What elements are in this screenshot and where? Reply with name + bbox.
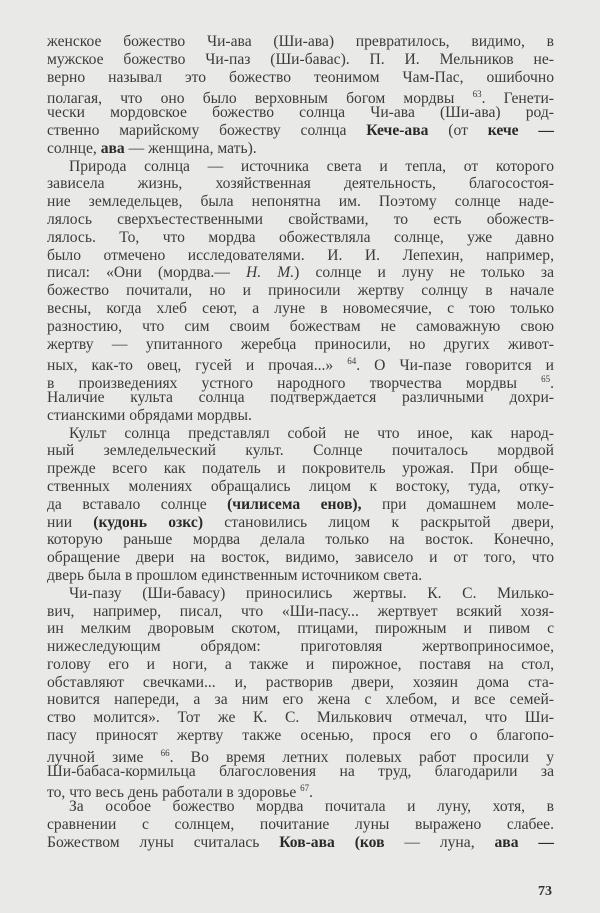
text-run: ный земледельческий культ. Солнце почиталось мордвой (47, 442, 554, 460)
text-line (47, 104, 554, 122)
text-run: ) солнце и луну не только за (294, 264, 554, 282)
footnote-ref: 63 (472, 89, 482, 100)
text-run: в произведениях устного народного творчества мордвы (47, 375, 542, 393)
text-line (47, 69, 554, 87)
text-line (47, 603, 554, 621)
text-run: чески мордовское божество солнца Чи-ава (Ши-ава) род- (47, 104, 554, 122)
text-line (47, 567, 554, 585)
text-run: . (550, 375, 554, 393)
text-run: прежде всего как податель и покровитель урожая. При обще- (47, 460, 554, 478)
text-run: солнце, (47, 139, 101, 157)
text-run: вич, например, писал, что «Ши-пасу... жертвует всякий хозя- (47, 602, 554, 620)
bold-term: кече — (487, 121, 554, 139)
text-line (47, 674, 554, 692)
text-run: Природа солнца — источника света и тепла, от которого (69, 157, 554, 175)
text-run: да вставало солнце (47, 495, 228, 513)
text-line (47, 158, 554, 176)
text-run: ственно марийскому божеству солнца (47, 121, 367, 139)
bold-term: ава (100, 139, 125, 157)
footnote-ref: 66 (160, 747, 170, 758)
text-line (47, 51, 554, 69)
text-line (47, 656, 554, 674)
footnote-ref: 64 (347, 356, 357, 367)
text-run: божество почитали, но и приносили жертву солнцу в начале (47, 282, 554, 300)
text-line (47, 336, 554, 354)
text-run: стианскими обрядами мордвы. (47, 406, 252, 424)
text-run: пасу приносят жертву также осенью, прося его о благопо- (47, 727, 554, 745)
text-line (47, 140, 554, 158)
text-run: лялось. То, что мордва обожествляла солнце, уже давно (47, 228, 554, 246)
text-run: разностию, что сим своим божествам не самоважную свою (47, 317, 554, 335)
text-line (47, 460, 554, 478)
text-run: сравнении с солнцем, почитание луны выражено слабее. (47, 816, 554, 834)
text-run: Ши-бабаса-кормильца благословения на труд, благодарили за (47, 762, 554, 780)
text-run: лялось сверхъестественными свойствами, то есть обожеств- (47, 210, 554, 228)
text-line (47, 709, 554, 727)
text-line (47, 514, 554, 532)
text-line (47, 745, 554, 766)
text-run: женское божество Чи-ава (Ши-ава) превратилось, видимо, в (47, 33, 554, 50)
text-run: то, что весь день работали в здоровье (47, 784, 301, 802)
text-line (47, 425, 554, 443)
bold-term: (кудонь озкс) (93, 513, 204, 531)
text-line (47, 691, 554, 709)
text-run: нии (47, 513, 94, 531)
text-run: мужское божество Чи-паз (Ши-бавас). П. И. Мельников не- (47, 50, 554, 68)
text-line (47, 86, 554, 108)
text-run: весны, когда хлеб сеют, а луне в новомесячие, с тою только (47, 299, 554, 317)
text-line (47, 798, 554, 816)
text-run: жертву — упитанного жеребца приносили, но других живот- (47, 335, 554, 353)
text-line (47, 496, 554, 514)
text-run: лучной зиме (47, 748, 161, 766)
text-run: ство молится». Тот же К. С. Милькович отмечал, что Ши- (47, 709, 554, 727)
text-run: дверь была в прошлом единственным источником света. (47, 566, 423, 584)
text-run: зависела жизнь, хозяйственная деятельность, благосостоя- (47, 175, 554, 193)
text-run: . Генети- (481, 90, 554, 108)
text-line (47, 371, 554, 393)
text-run: ние земледельцев, была непонятна им. Поэтому солнце наде- (47, 193, 554, 211)
text-run: Чи-пазу (Ши-бавасу) приносились жертвы. К. С. Милько- (69, 584, 554, 602)
text-line (47, 318, 554, 336)
text-run: верно называл это божество теонимом Чам-Пас, ошибочно (47, 68, 554, 86)
text-run: Культ солнца представлял собой не что иное, как народ- (69, 424, 554, 442)
text-line (47, 264, 554, 282)
bold-term: (чилисема енов), (227, 495, 362, 513)
text-run: становились лицом к раскрытой двери, (203, 513, 554, 531)
text-run: обращение двери на восток, видимо, зависело и от того, что (47, 549, 554, 567)
text-run: ин мелким дворовым скотом, птицами, пирожным и пивом с (47, 620, 554, 638)
text-run: (от (428, 121, 488, 139)
text-line (47, 531, 554, 549)
text-line (47, 122, 554, 140)
text-line (47, 389, 554, 407)
page-number: 73 (538, 884, 552, 899)
text-line (47, 247, 554, 265)
text-line (47, 638, 554, 656)
bold-term: ава — (494, 833, 554, 851)
text-run: было отмечено исследователями. И. И. Лепехин, например, (47, 246, 554, 264)
text-run: Божеством луны считалась (47, 833, 280, 851)
text-line (47, 229, 554, 247)
footnote-ref: 65 (541, 374, 551, 385)
text-line (47, 353, 554, 375)
text-run: новится напереди, а за ним его жена с хлебом, и все семей- (47, 691, 554, 709)
text-line (47, 407, 554, 425)
text-run: — женщина, мать). (124, 139, 257, 157)
text-run: Наличие культа солнца подтверждается различными дохри- (47, 388, 554, 406)
text-line (47, 193, 554, 211)
body-text (47, 33, 554, 852)
text-line (47, 33, 554, 51)
text-line (47, 175, 554, 193)
text-run: писал: «Они (мордва.— (47, 264, 246, 282)
text-run: нижеследующим обрядом: приготовляя жертвоприносимое, (47, 638, 554, 656)
text-line (47, 282, 554, 300)
text-line (47, 816, 554, 834)
text-line (47, 549, 554, 567)
text-run: которую раньше мордва делала только на восток. Конечно, (47, 531, 554, 549)
text-line (47, 834, 554, 852)
text-run: при домашнем моле- (361, 495, 554, 513)
text-line (47, 727, 554, 745)
bold-term: Ков-ава (ков (279, 833, 385, 851)
text-line (47, 780, 554, 802)
text-run: . О Чи-пазе говорится и (356, 357, 554, 375)
text-run: голову его и ноги, а также и пирожное, поставя на стол, (47, 655, 554, 673)
text-line (47, 442, 554, 460)
italic-text: Н. М. (246, 264, 295, 282)
bold-term: Кече-ава (366, 121, 429, 139)
text-run: ственных молениях обращались лицом к востоку, туда, отку- (47, 477, 554, 495)
text-run: полагая, что оно было верховным богом мордвы (47, 90, 473, 108)
text-line (47, 478, 554, 496)
text-line (47, 211, 554, 229)
text-run: . Во время летних полевых работ просили у (169, 748, 554, 766)
text-line (47, 763, 554, 781)
text-run: За особое божество мордва почитала и луну, хотя, в (69, 798, 554, 816)
text-run: . (309, 784, 314, 802)
text-run: — луна, (384, 833, 495, 851)
text-line (47, 620, 554, 638)
text-line (47, 585, 554, 603)
text-run: ных, как-то овец, гусей и прочая...» (47, 357, 348, 375)
text-line (47, 300, 554, 318)
text-run: обставляют свечками... и, растворив двери, хозяин дома ста- (47, 673, 554, 691)
footnote-ref: 67 (300, 783, 310, 794)
